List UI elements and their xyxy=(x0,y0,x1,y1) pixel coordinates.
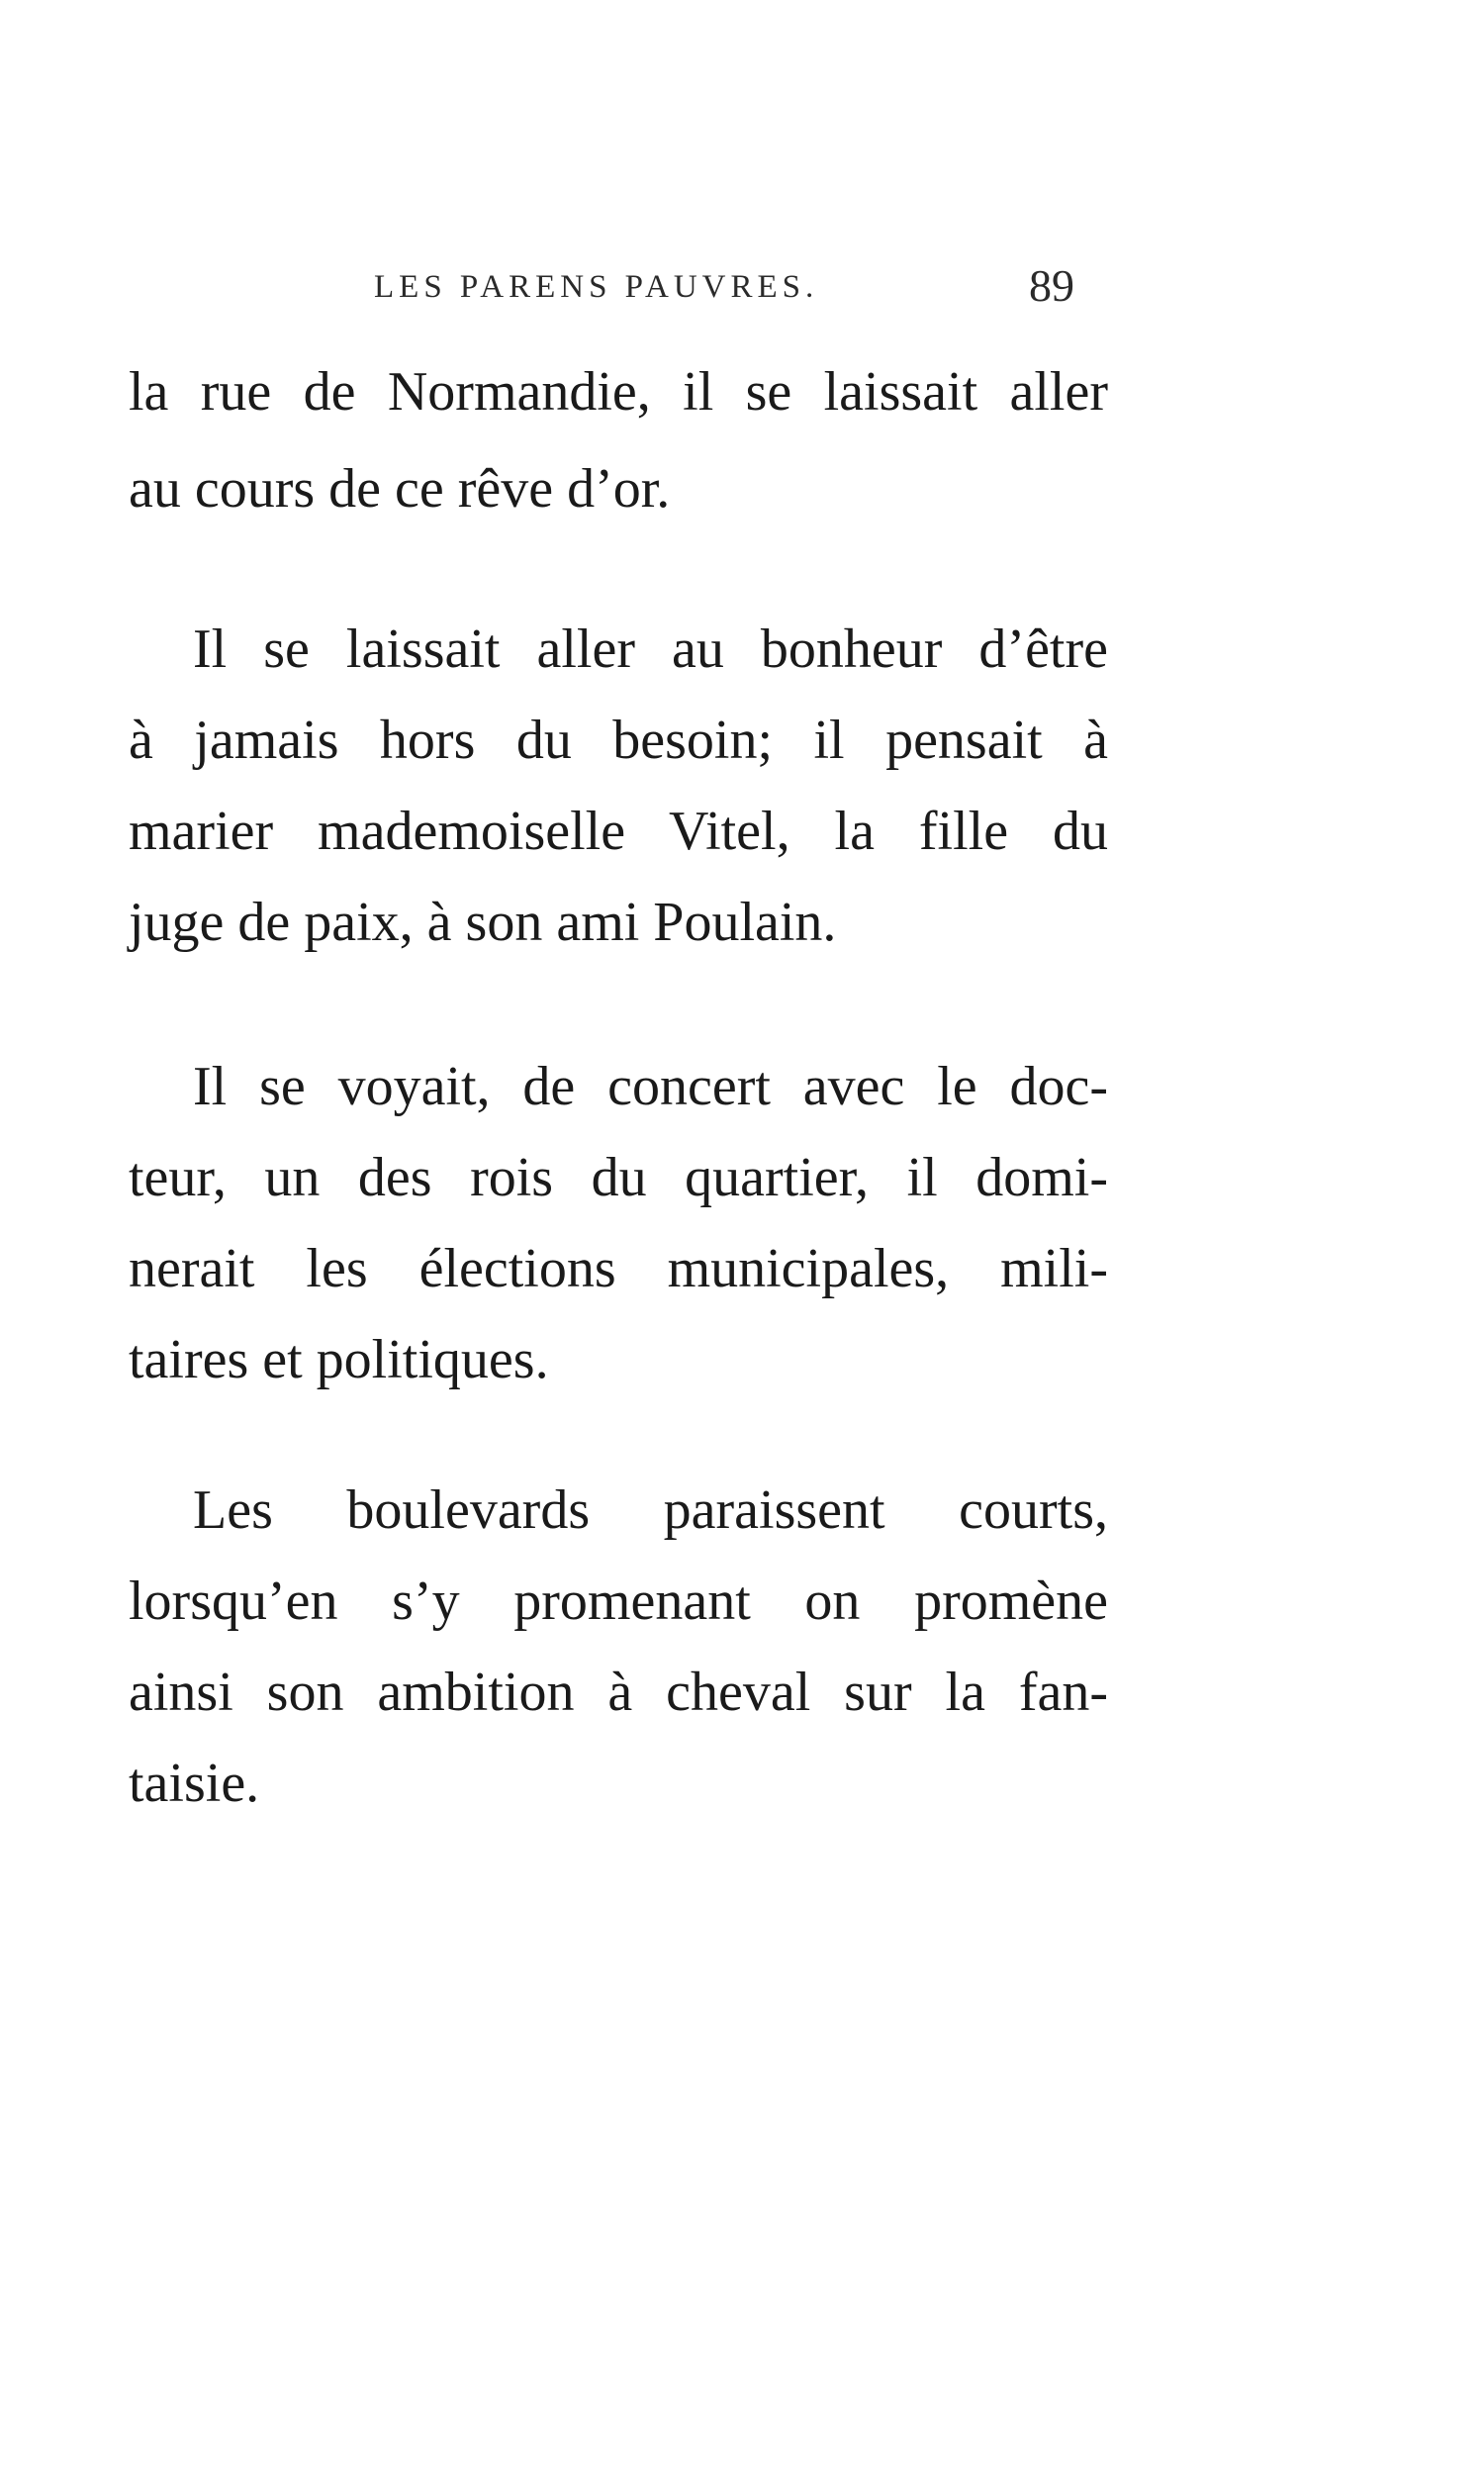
text-line: Les boulevards paraissent courts, xyxy=(193,1479,1108,1541)
text-line: lorsqu’en s’y promenant on promène xyxy=(129,1570,1108,1632)
text-line: nerait les élections municipales, mili- xyxy=(129,1238,1108,1299)
running-head: LES PARENS PAUVRES. xyxy=(374,269,819,305)
text-line: taisie. xyxy=(129,1753,260,1814)
text-line: la rue de Normandie, il se laissait aller xyxy=(129,361,1108,423)
text-line: marier mademoiselle Vitel, la fille du xyxy=(129,801,1108,862)
text-line: juge de paix, à son ami Poulain. xyxy=(129,892,837,953)
text-line: ainsi son ambition à cheval sur la fan- xyxy=(129,1662,1108,1723)
text-line: à jamais hors du besoin; il pensait à xyxy=(129,710,1108,771)
page-number: 89 xyxy=(1029,260,1074,311)
text-line: teur, un des rois du quartier, il domi- xyxy=(129,1147,1108,1208)
text-line: Il se laissait aller au bonheur d’être xyxy=(193,618,1108,680)
text-line: Il se voyait, de concert avec le doc- xyxy=(193,1056,1108,1117)
text-line: au cours de ce rêve d’or. xyxy=(129,458,671,520)
text-line: taires et politiques. xyxy=(129,1329,549,1390)
